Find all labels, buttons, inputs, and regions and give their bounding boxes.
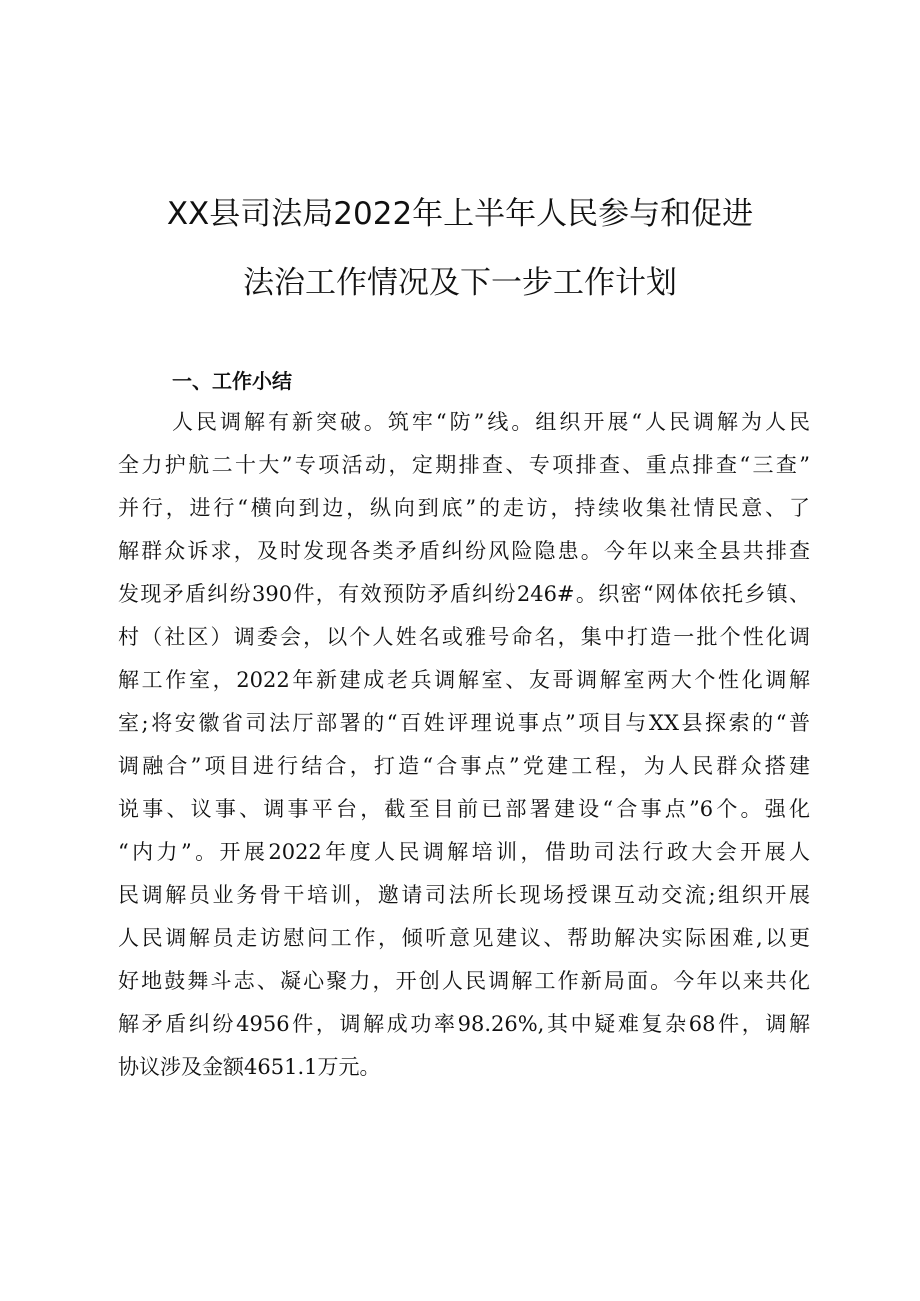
paragraph-line: 全力护航二十大”专项活动，定期排查、专项排查、重点排查“三查”: [118, 453, 810, 477]
paragraph-line: 解矛盾纠纷4956件，调解成功率98.26%,其中疑难复杂68件，调解: [118, 1012, 810, 1036]
paragraph-line: 调融合”项目进行结合，打造“合事点”党建工程，为人民群众搭建: [118, 754, 810, 778]
section-heading: 一、工作小结: [172, 369, 292, 393]
paragraph-line: 协议涉及金额4651.1万元。: [118, 1055, 381, 1079]
paragraph-line: 室;将安徽省司法厅部署的“百姓评理说事点”项目与XX县探索的“普: [118, 711, 810, 735]
paragraph-line: 说事、议事、调事平台，截至目前已部署建设“合事点”6个。强化: [118, 797, 810, 821]
paragraph-line: 好地鼓舞斗志、凝心聚力，开创人民调解工作新局面。今年以来共化: [118, 969, 810, 993]
paragraph-line: 人民调解有新突破。筑牢“防”线。组织开展“人民调解为人民: [172, 410, 810, 434]
paragraph-line: 发现矛盾纠纷390件，有效预防矛盾纠纷246#。织密“网体依托乡镇、: [118, 582, 810, 606]
paragraph-line: 解群众诉求，及时发现各类矛盾纠纷风险隐患。今年以来全县共排查: [118, 539, 810, 563]
paragraph-line: “内力”。开展2022年度人民调解培训，借助司法行政大会开展人: [118, 840, 810, 864]
paragraph-line: 人民调解员走访慰问工作，倾听意见建议、帮助解决实际困难,以更: [118, 926, 810, 950]
paragraph-line: 并行，进行“横向到边，纵向到底”的走访，持续收集社情民意、了: [118, 496, 810, 520]
body-paragraph: [118, 401, 810, 1089]
paragraph-line: 村（社区）调委会，以个人姓名或雅号命名，集中打造一批个性化调: [118, 625, 810, 649]
document-title-line-2: 法治工作情况及下一步工作计划: [243, 265, 677, 301]
paragraph-line: 解工作室，2022年新建成老兵调解室、友哥调解室两大个性化调解: [118, 668, 810, 692]
document-title-line-1: XX县司法局2022年上半年人民参与和促进: [166, 196, 754, 232]
paragraph-line: 民调解员业务骨干培训，邀请司法所长现场授课互动交流;组织开展: [118, 883, 810, 907]
